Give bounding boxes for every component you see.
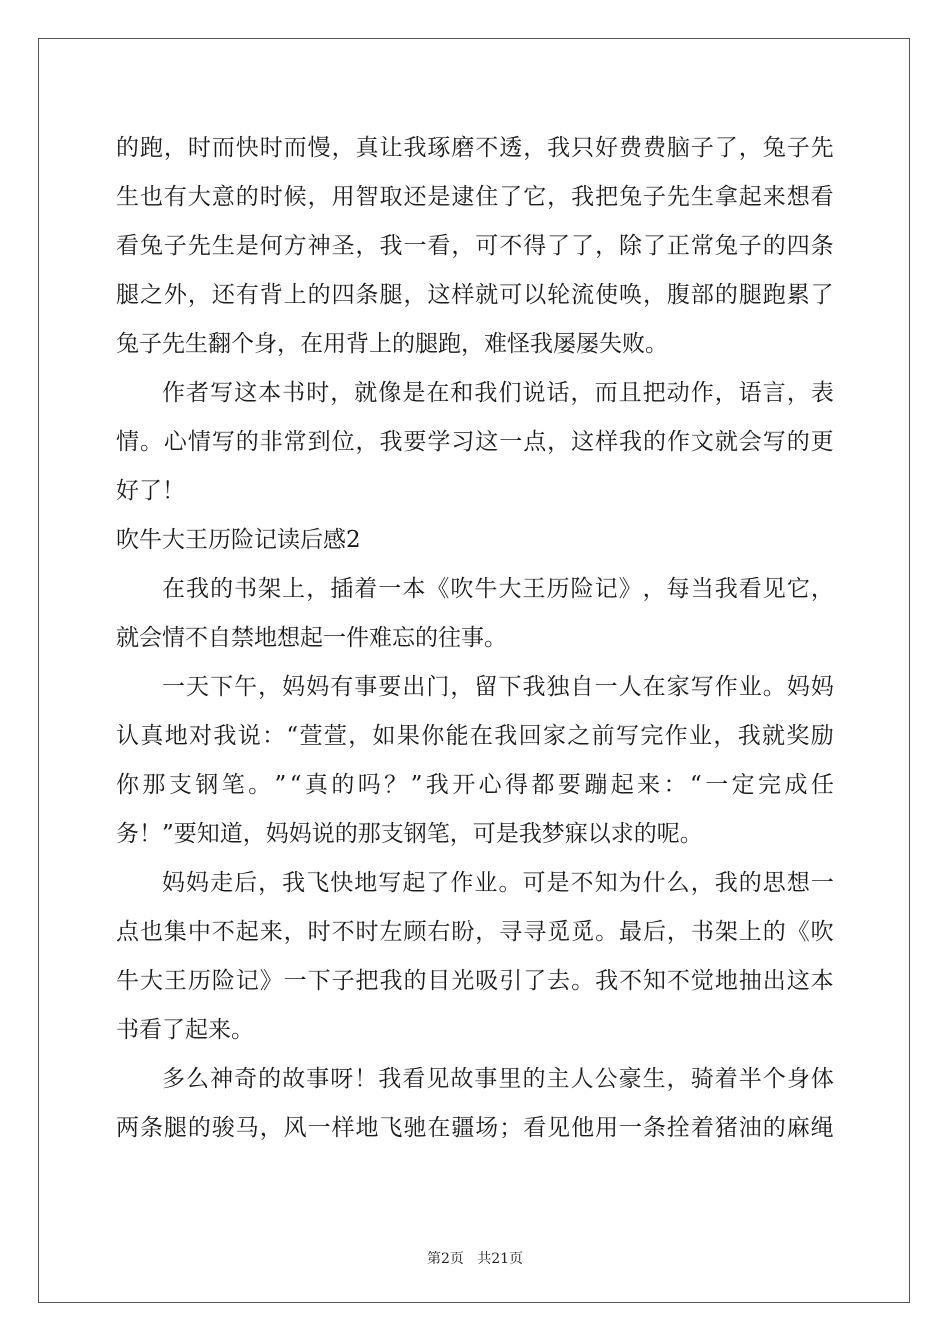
text-line: 作 者 写 这 本 书 时 ， 就 像 是 在 和 我 们 说 话 ， 而 且 把 动 作 ， 语 言 ， 表 <box>162 380 834 406</box>
text-line: 情 。 心 情 写 的 非 常 到 位 ， 我 要 学 习 这 一 点 ， 这 样 我 的 作 文 就 会 写 的 更 <box>116 429 834 455</box>
text-line: 一 天 下 午 ， 妈 妈 有 事 要 出 门 ， 留 下 我 独 自 一 人 在 家 写 作 业 。 妈 妈 <box>162 674 834 700</box>
text-line: 书看了起来。 <box>116 1017 254 1043</box>
page-footer: 第2页 共21页 <box>426 1251 524 1267</box>
text-line: 生 也 有 大 意 的 时 候 ， 用 智 取 还 是 逮 住 了 它 ， 我 把 兔 子 先 生 拿 起 来 想 看 <box>116 184 834 210</box>
text-line: 务！”要知道，妈妈说的那支钢笔，可是我梦寐以求的呢。 <box>116 821 703 847</box>
text-line: 两 条 腿 的 骏 马 ， 风 一 样 地 飞 驰 在 疆 场 ； 看 见 他 用 一 条 拴 着 猪 油 的 麻 绳 <box>116 1115 834 1141</box>
text-line: 好了！ <box>116 478 185 504</box>
text-line: 妈 妈 走 后 ， 我 飞 快 地 写 起 了 作 业 。 可 是 不 知 为 什 么 ， 我 的 思 想 一 <box>162 870 834 896</box>
text-line: 点 也 集 中 不 起 来 ， 时 不 时 左 顾 右 盼 ， 寻 寻 觅 觅 。 最 后 ， 书 架 上 的 《 吹 <box>116 919 834 945</box>
document-body <box>116 124 834 1153</box>
text-line: 兔子先生翻个身，在用背上的腿跑，难怪我屡屡失败。 <box>116 331 668 357</box>
text-line: 牛 大 王 历 险 记 》 一 下 子 把 我 的 目 光 吸 引 了 去 。 我 不 知 不 觉 地 抽 出 这 本 <box>116 968 834 994</box>
text-line: 就会情不自禁地想起一件难忘的往事。 <box>116 625 507 651</box>
text-line: 多 么 神 奇 的 故 事 呀 ！ 我 看 见 故 事 里 的 主 人 公 豪 生 ， 骑 着 半 个 身 体 <box>162 1066 834 1092</box>
text-line: 认 真 地 对 我 说 ： “ 萱 萱 ， 如 果 你 能 在 我 回 家 之 前 写 完 作 业 ， 我 就 奖 励 <box>116 723 834 749</box>
text-line: 看 兔 子 先 生 是 何 方 神 圣 ， 我 一 看 ， 可 不 得 了 了 ， 除 了 正 常 兔 子 的 四 条 <box>116 233 834 259</box>
text-line: 的 跑 ， 时 而 快 时 而 慢 ， 真 让 我 琢 磨 不 透 ， 我 只 好 费 费 脑 子 了 ， 兔 子 先 <box>116 135 834 161</box>
text-line: 你 那 支 钢 笔 。 ” “ 真 的 吗 ？ ” 我 开 心 得 都 要 蹦 起 来 ： “ 一 定 完 成 任 <box>116 772 834 798</box>
text-line: 腿 之 外 ， 还 有 背 上 的 四 条 腿 ， 这 样 就 可 以 轮 流 使 唤 ， 腹 部 的 腿 跑 累 了 <box>116 282 834 308</box>
text-line: 吹牛大王历险记读后感2 <box>116 527 361 553</box>
text-line: 在 我 的 书 架 上 ， 插 着 一 本 《 吹 牛 大 王 历 险 记 》 ， 每 当 我 看 见 它 ， <box>162 576 834 602</box>
